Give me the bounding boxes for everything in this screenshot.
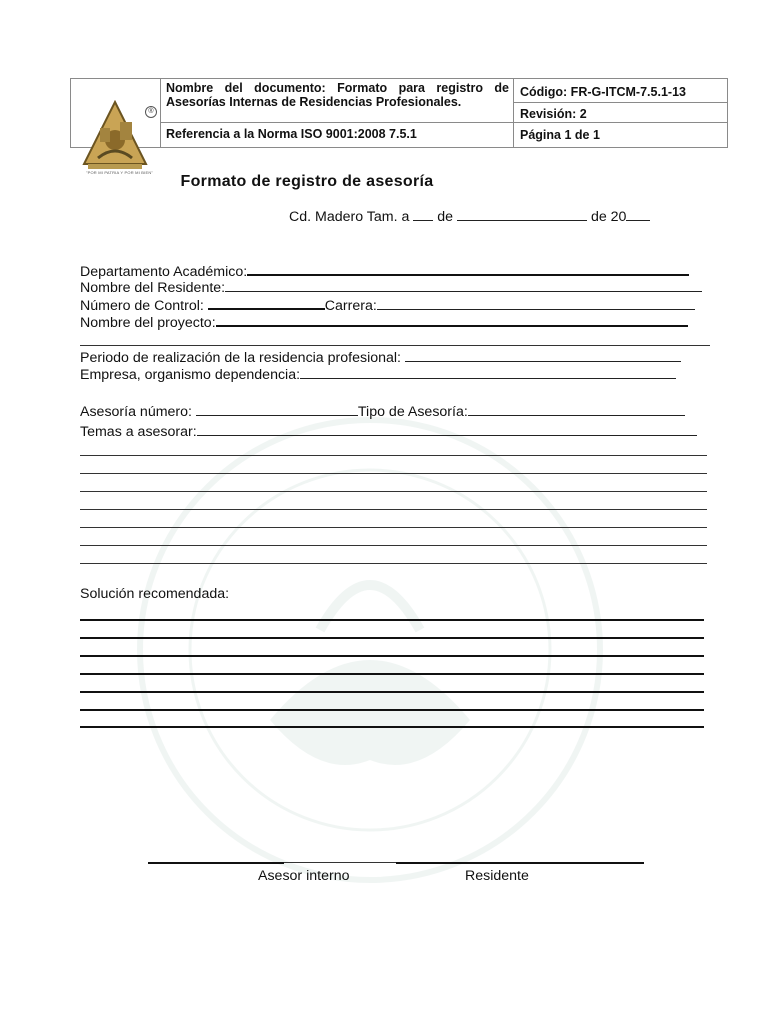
form-title: Formato de registro de asesoría (180, 173, 434, 190)
numero-control-input[interactable] (208, 296, 325, 310)
field-solucion: Solución recomendada: (80, 586, 230, 602)
temas-line[interactable] (80, 563, 707, 564)
periodo-input[interactable] (405, 349, 681, 362)
solucion-line[interactable] (80, 691, 704, 693)
field-asesoria-numero: Asesoría número: Tipo de Asesoría: (80, 403, 685, 421)
field-proyecto: Nombre del proyecto: (80, 313, 688, 332)
solucion-line[interactable] (80, 619, 704, 621)
solucion-line[interactable] (80, 637, 704, 639)
temas-input[interactable] (197, 423, 697, 436)
document-header-table (70, 78, 728, 148)
temas-line[interactable] (80, 455, 707, 456)
field-residente: Nombre del Residente: (80, 279, 702, 297)
document-code: Código: FR-G-ITCM-7.5.1-13 (520, 85, 686, 99)
asesor-signature-line[interactable] (148, 862, 284, 864)
field-periodo: Periodo de realización de la residencia profesional: (80, 349, 681, 367)
temas-line[interactable] (80, 491, 707, 492)
temas-line[interactable] (80, 545, 707, 546)
carrera-input[interactable] (377, 297, 695, 310)
residente-input[interactable] (225, 279, 702, 292)
registered-mark: ® (145, 106, 157, 118)
day-blank[interactable] (413, 208, 433, 221)
revision: Revisión: 2 (520, 107, 587, 121)
residente-signature-label: Residente (465, 868, 529, 884)
solucion-line[interactable] (80, 726, 704, 728)
month-blank[interactable] (457, 208, 587, 221)
departamento-input[interactable] (247, 262, 689, 276)
watermark-seal (120, 400, 620, 920)
temas-line[interactable] (80, 509, 707, 510)
proyecto-extra-line[interactable] (80, 345, 710, 346)
temas-line[interactable] (80, 527, 707, 528)
solucion-line[interactable] (80, 709, 704, 711)
field-numero-control: Número de Control: Carrera: (80, 296, 695, 315)
tipo-asesoria-input[interactable] (468, 403, 685, 416)
proyecto-input[interactable] (216, 313, 688, 327)
year-blank[interactable] (626, 208, 650, 221)
document-name: Nombre del documento: Formato para registro de Asesorías Internas de Residencias Profesionales. (166, 81, 509, 109)
page-number: Página 1 de 1 (520, 128, 600, 142)
place-date-line: Cd. Madero Tam. a de de 20 (289, 208, 650, 226)
field-empresa: Empresa, organismo dependencia: (80, 366, 676, 384)
asesor-signature-label: Asesor interno (258, 868, 350, 884)
solucion-line[interactable] (80, 655, 704, 657)
field-temas: Temas a asesorar: (80, 423, 697, 441)
temas-line[interactable] (80, 473, 707, 474)
logo-motto: "POR MI PATRIA Y POR MI BIEN" (86, 170, 154, 175)
solucion-line[interactable] (80, 673, 704, 675)
asesoria-numero-input[interactable] (196, 403, 358, 416)
signature-connector-line (284, 862, 396, 863)
empresa-input[interactable] (300, 366, 676, 379)
field-departamento: Departamento Académico: (80, 262, 689, 281)
institution-logo (80, 100, 150, 175)
norm-reference: Referencia a la Norma ISO 9001:2008 7.5.1 (166, 127, 417, 141)
residente-signature-line[interactable] (396, 862, 644, 864)
